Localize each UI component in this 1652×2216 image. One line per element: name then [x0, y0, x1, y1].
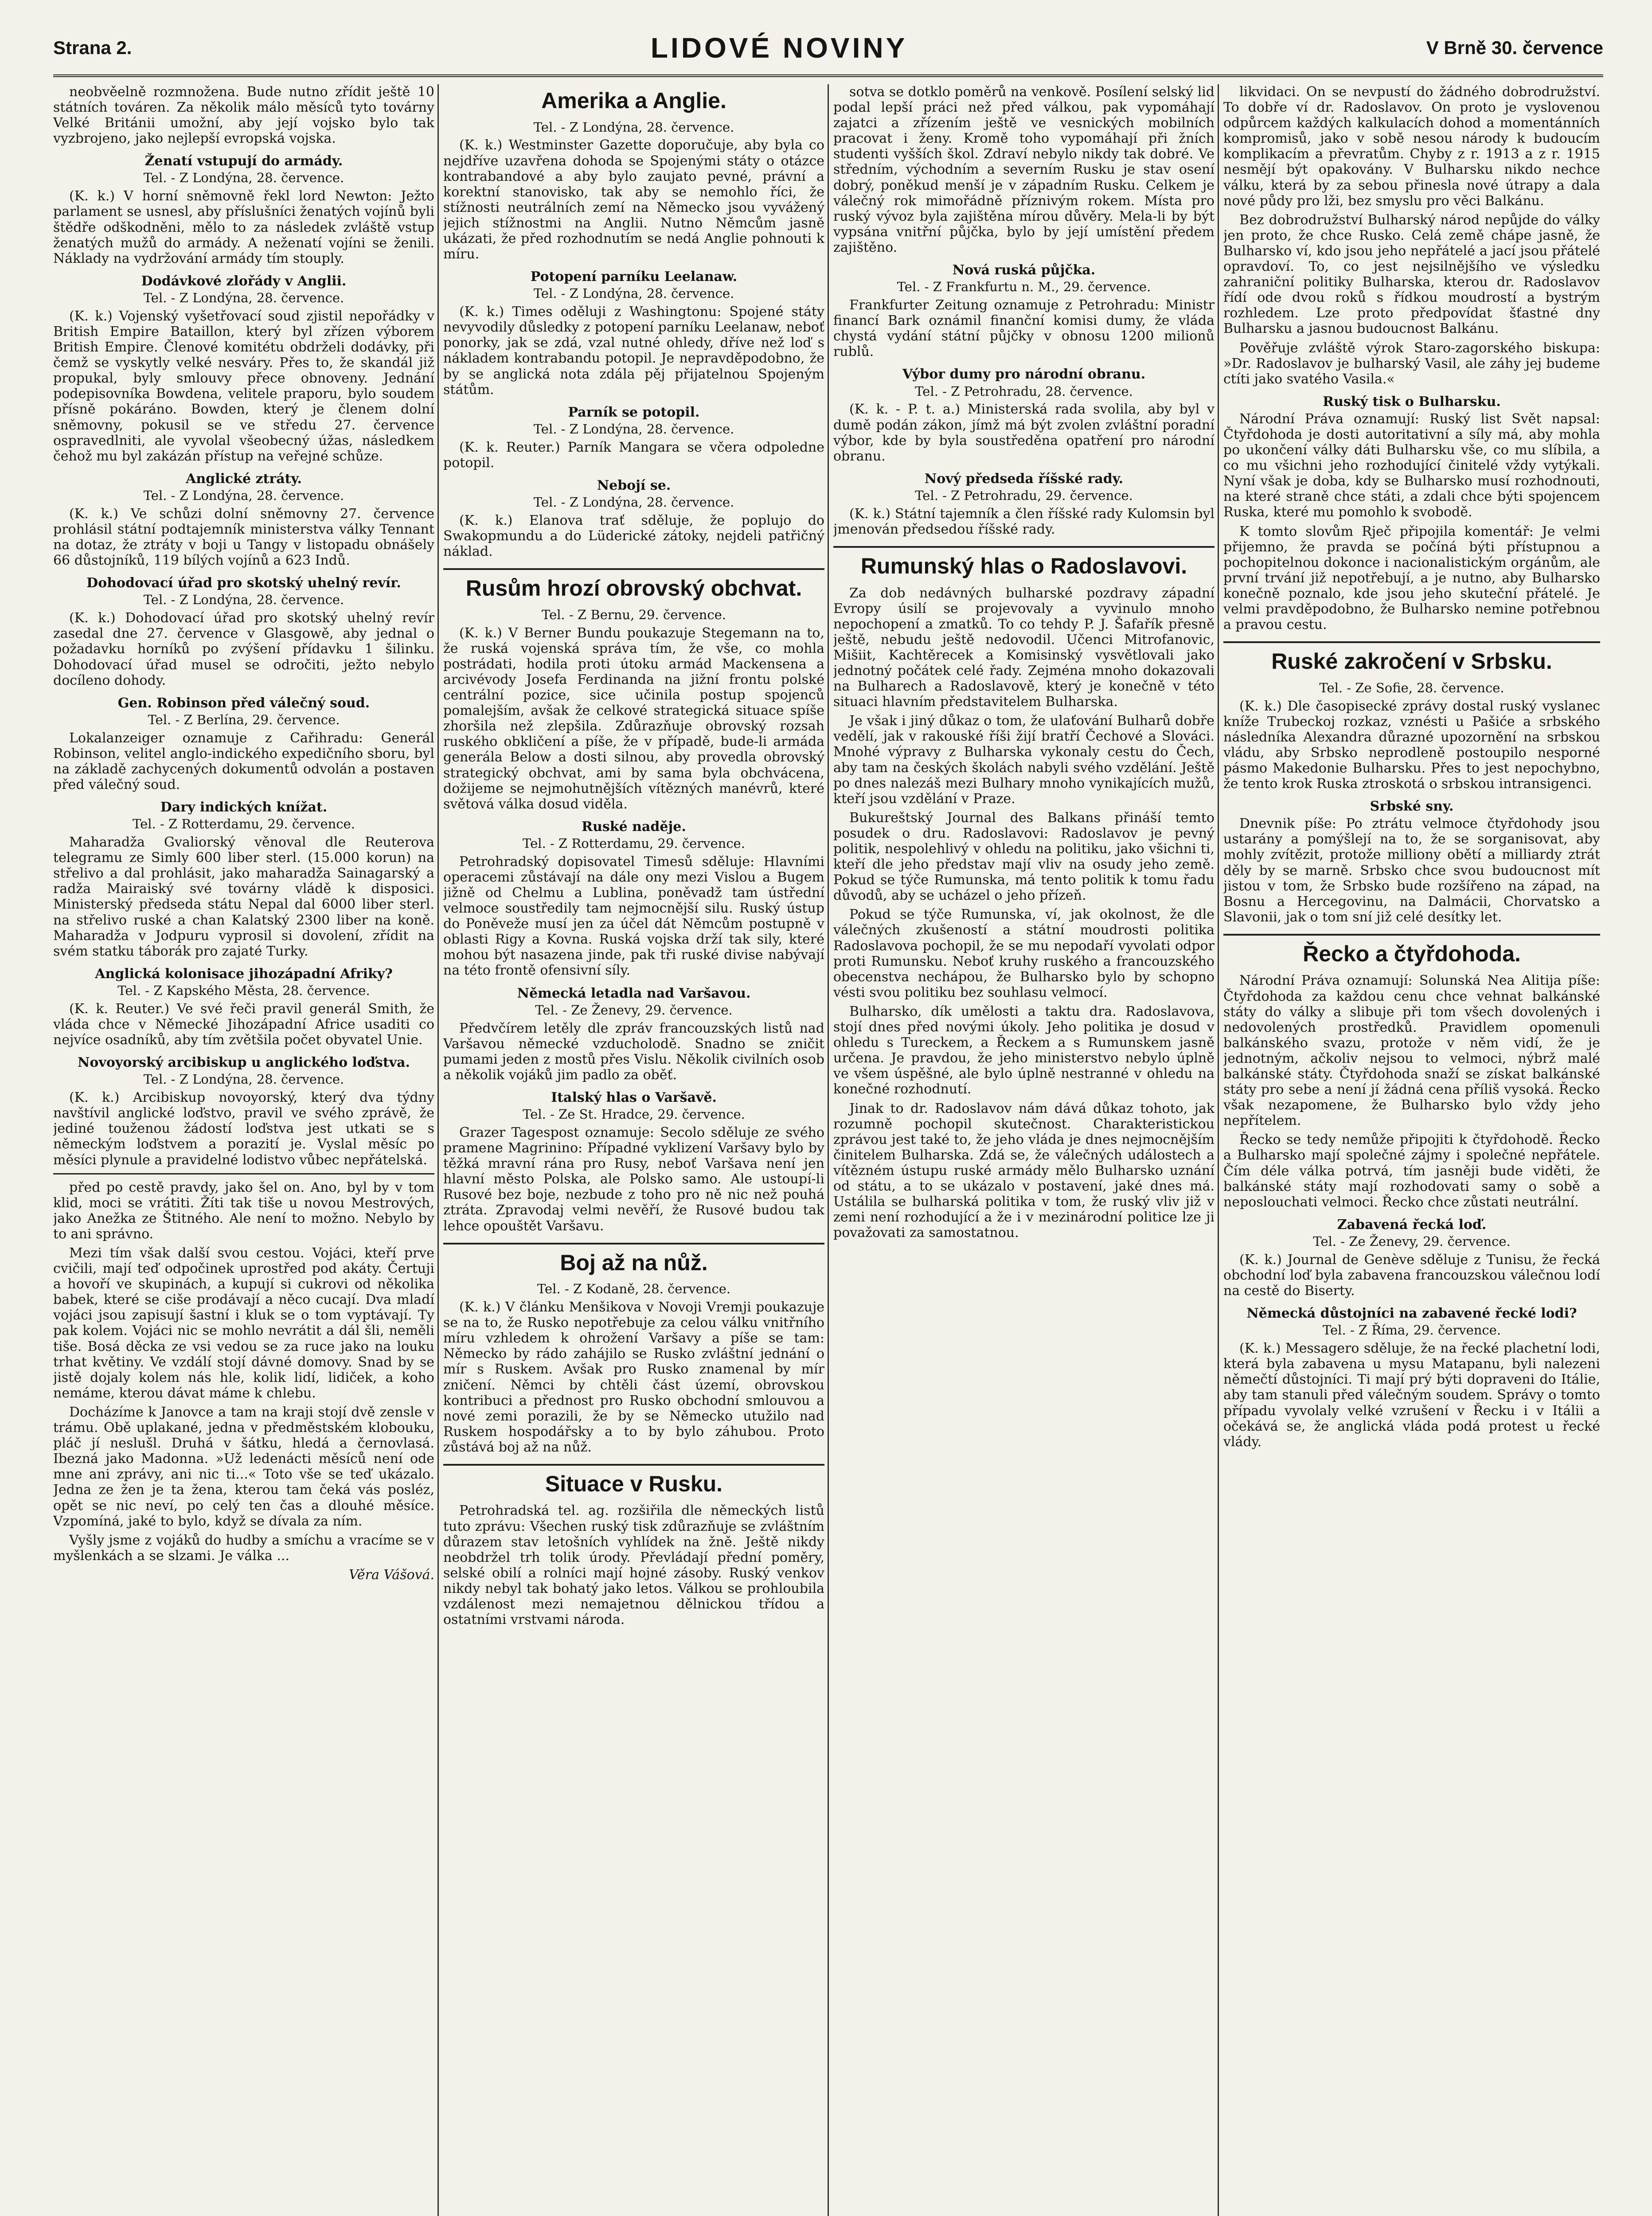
article-dateline: Tel. - Z Bernu, 29. července. — [542, 607, 726, 622]
column-2 — [443, 84, 824, 2216]
article-text: Pověřuje zvláště výrok Staro-zagorského biskupa: »Dr. Radoslavov je bulharský Vasil, ale záhy jej budeme ctíti jako svatého Vasila.« — [1223, 340, 1600, 387]
article-text: Lokalanzeiger oznamuje z Cařihradu: Generál Robinson, velitel anglo-indického expedičního sboru, byl na základě zachycených dokumentů odvolán a postaven před válečný soud. — [53, 730, 434, 792]
article-heading: Nebojí se. — [597, 477, 671, 493]
article-dateline: Tel. - Ze Ženevy, 29. července. — [1313, 1233, 1511, 1249]
article-heading: Dodávkové zlořády v Anglii. — [141, 273, 347, 289]
issue-date: V Brně 30. července — [1426, 37, 1603, 58]
article-heading: Nová ruská půjčka. — [952, 262, 1096, 278]
article-dateline: Tel. - Z Berlína, 29. července. — [148, 712, 340, 727]
article-dateline: Tel. - Z Londýna, 28. července. — [143, 1072, 344, 1087]
article-text: sotva se dotklo poměrů na venkově. Posílení selský lid podal lepší práci než před válkou, pak vypomáhají zajatci a zřízením ještě ve vesnických mobilních pracovat i ženy. Kromě toho vypomáhají při žních studenti vyšších škol. Zdraví nebylo nikdy tak dobré. Ve středním, východním a severním Rusku je stav osení dobrý, poněkud menší je v západním Rusku. Celkem je válečný rok mimořádně příznivým rokem. Místa pro ruský vývoz byla zajištěna mírou důvěry. Mela-li by být vypsána vnitřní půjčka, bylo by její umístění předem zajištěno. — [833, 84, 1215, 255]
article-text: K tomto slovům Rječ připojila komentář: Je velmi přijemno, že pravda se počíná býti přístupnou a pochopitelnou dokonce i nacionalistickým orgánům, ale první trvání již nepotřebují, a je nutno, aby Bulharsko konečně poznalo, kde jsou jeho skuteční přátelé. Je velmi pravděpodobno, že Bulharsko nemine potřebnou a pravou cestu. — [1223, 523, 1600, 633]
column-4 — [1223, 84, 1600, 2216]
article-heading: Anglická kolonisace jihozápadní Afriky? — [95, 966, 393, 982]
article-text: Bulharsko, dík umělosti a taktu dra. Radoslavova, stojí dnes před novými úkoly. Jeho politika je dosud v ohledu s Tureckem, a Řeckem a s Rumunskem jasně určena. Je pravdou, že jeho ministerstvo nebylo úplně ve všem úspěšné, ale bylo úplně nestranné v ohledu na konečné rozhodnutí. — [833, 1003, 1215, 1097]
article-text: (K. k.) V Berner Bundu poukazuje Stegemann na to, že ruská vojenská správa tím, že vše, co mohla postrádati, hodila proti útoku armád Mackensena a arcivévody Josefa Ferdinanda na jižní frontu polské centrální pozice, sice učinila postup spojenců pomalejším, avšak že celkové strategická situace spíše zhoršila než zlepšila. Zdůrazňuje obrovský rozsah ruského obkličení a píše, že v případě, bude-li armáda generála Below a dosti silnou, aby provedla obrovský strategický obchvat, ami by sama byla obchvácena, dožijeme se nejmohutnějších vítězných manévrů, které světová válka dosud viděla. — [443, 625, 824, 812]
page-number: Strana 2. — [53, 37, 132, 58]
article-heading: Gen. Robinson před válečný soud. — [117, 695, 370, 711]
article-text: Za dob nedávných bulharské pozdravy západní Evropy úsilí se projevovaly a vyvinulo mnoho nepochopení a zmatků. To co tehdy P. J. Šafařík přesně ještě, nebudu ještě nedovodil. Učenci Mitrofanovic, Mišiit, Kachtěrecek a Komisinský vysvětlovali jako jednotný počátek celé řady. Zejména mnoho dokazovali na Bulharech a Radoslavově, který je konečně v této situaci hlavním představitelem Bulharska. — [833, 585, 1215, 710]
article-text: (K. k.) Elanova trať sděluje, že poplujo do Swakopmundu a do Lüderické zátoky, nejdeli patřičný náklad. — [443, 512, 824, 560]
section-title: Situace v Rusku. — [443, 1464, 824, 1497]
article-dateline: Tel. - Z Londýna, 28. července. — [533, 421, 734, 437]
article-dateline: Tel. - Ze Ženevy, 29. července. — [535, 1002, 733, 1018]
article-text: Jinak to dr. Radoslavov nám dává důkaz tohoto, jak rozumně pochopil skutečnost. Charakteristickou zprávou jest také to, že jeho vláda je dnes nejmocnějším činitelem Bulharska. Zdá se, že válečných událostech a vítězném ústupu ruské armády mělo Bulharsko uznání od státu, a to se ukázalo v postavení, jaké dnes má. Ustálila se bulharská politika v tom, že ruský vliv již v zemi není rozhodující a že i v mezinárodní politice lze ji považovati za samostatnou. — [833, 1100, 1215, 1241]
article-heading: Potopení parníku Leelanaw. — [530, 269, 738, 285]
article-dateline: Tel. - Z Londýna, 28. července. — [143, 488, 344, 503]
article-text: (K. k.) Státní tajemník a člen říšské rady Kulomsin byl jmenován předsedou říšské rady. — [833, 506, 1215, 537]
feuilleton-divider — [53, 1173, 434, 1174]
article-text: (K. k.) Journal de Genève sděluje z Tunisu, že řecká obchodní loď byla zabavena francouzskou válečnou lodí na cestě do Biserty. — [1223, 1252, 1600, 1299]
article-heading: Parník se potopil. — [568, 404, 700, 420]
article-text: Petrohradská tel. ag. rozšiřila dle německých listů tuto zprávu: Všechen ruský tisk zdůrazňuje se zvláštním důrazem stav letošních vyhlídek na žně. Ještě nikdy neobdržel trh tolik úrody. Převládají přední poměry, selské obilí a rolníci mají hojné zásoby. Ruský venkov nikdy nebyl tak bohatý jako letos. Válkou se prohloubila vzdálenost mezi nemajetnou dělnickou třídou a ostatními vrstvami národa. — [443, 1503, 824, 1628]
article-text: Předvčírem letěly dle zpráv francouzských listů nad Varšavou německé vzducholodě. Snadno se zničit pumami jeden z mostů přes Vislu. Několik civilních osob a několik vojáků jim padlo za oběť. — [443, 1020, 824, 1083]
article-text: (K. k.) Ve schůzi dolní sněmovny 27. července prohlásil státní podtajemník ministerstva války Tennant na dotaz, že ztráty v boji u Tangy v listopadu obnášely 66 důstojníků, 119 bílých vojínů a 623 Indů. — [53, 506, 434, 569]
article-heading: Novoyorský arcibiskup u anglického loďstva. — [78, 1055, 410, 1071]
article-dateline: Tel. - Ze St. Hradce, 29. července. — [523, 1107, 745, 1122]
article-dateline: Tel. - Z Petrohradu, 29. července. — [915, 488, 1133, 503]
article-text: Dnevnik píše: Po ztrátu velmoce čtyřdohody jsou ustarány a pomýšlejí na to, že se sorganisovat, aby mohly zvítězit, protože milliony obětí a milliardy ztrát děly by se marně. Srbsko chce svou budoucnost mít jistou v tom, že Srbsko bude rozšířeno na západ, na Bosnu a Hercegovinu, na Dalmácii, Chorvatsko a Slavonii, jak o tom sní již celé desítky let. — [1223, 816, 1600, 925]
article-text: (K. k.) Dle časopisecké zprávy dostal ruský vyslanec kníže Trubeckoj rozkaz, vznésti u Pašiće a srbského následníka Alexandra důrazné upozornění na srbskou vládu, aby Srbsko neprodleně postoupilo nesporné pásmo Makedonie Bulharsku. Přes to jest nepochybno, že tento krok Ruska ztroskotá o srbskou intransigenci. — [1223, 698, 1600, 792]
article-text: Frankfurter Zeitung oznamuje z Petrohradu: Ministr financí Bark oznámil finanční komisi dumy, že vláda chystá vydání státní půjčky v obnosu 1200 milionů rublů. — [833, 297, 1215, 360]
section-title: Ruské zakročení v Srbsku. — [1223, 641, 1600, 675]
article-text: Národní Práva oznamují: Solunská Nea Alitija píše: Čtyřdohoda za každou cenu chce vehnat balkánské státy do války a slibuje při tom všech dovolených i nedovolených prostředků. Pravidlem opomenuli balkánského svazu, protože v něm vidí, že je jednotným, ačkoliv nejsou to velmoci, nýbrž malé balkánské státy. Čtyřdohoda snaží se získat balkánské státy pro sebe a není jí žádná cena příliš vysoká. Řecko však nezapomene, že Bulharsko bylo vždy jeho nepřítelem. — [1223, 973, 1600, 1129]
article-text: Bez dobrodružství Bulharský národ nepůjde do války jen proto, že chce Rusko. Celá země chápe jasně, že Bulharsko ví, kdo jsou jeho nepřátelé a jací jsou přátelé opravdoví. To, co jest nejsilnějšího ve výsledku zahraniční politiky Bulharska, kterou dr. Radoslavov řídí ode dvou roků s řídkou moudrostí a bystrým rozhledem. Lze proto předpovídat šťastné dny Bulharsku a jasnou budoucnost Balkánu. — [1223, 212, 1600, 337]
article-text: Bukureštský Journal des Balkans přináší temto posudek o dru. Radoslavovi: Radoslavov je pevný politik, nespolehlivý v ohledu na politiku, jako všichni ti, kteří dle jeho představ mají vliv na osudy jeho země. Pokud se týče Rumunska, má tento politik k tomu řadu důvodů, aby se ucházel o jeho přízeň. — [833, 810, 1215, 904]
article-heading: Německá důstojníci na zabavené řecké lodi? — [1246, 1306, 1577, 1322]
column-rule — [828, 84, 829, 2216]
article-dateline: Tel. - Z Petrohradu, 28. července. — [915, 383, 1133, 399]
section-title: Rusům hrozí obrovský obchvat. — [443, 568, 824, 601]
article-heading: Německá letadla nad Varšavou. — [517, 985, 751, 1001]
column-rule — [1218, 84, 1219, 2216]
feuilleton-text: Docházíme k Janovce a tam na kraji stojí dvě zensle v trámu. Obě uplakané, jedna v předměstském klobouku, pláč jí neslušl. Druhá v šátku, hledá a černovlasá. Ibezná jako Madonna. »Už ledenácti měsíců není ode mne ani zprávy, ani nic ti...« Toto vše se teď ukázalo. Jedna ze žen je ta žena, kterou tam čeká vás posléz, opět se nic neví, po celý ten čas a dlouhé měsíce. Vzpomíná, jaké to bylo, když se dívala za ním. — [53, 1404, 434, 1529]
article-dateline: Tel. - Z Londýna, 28. července. — [143, 170, 344, 186]
article-text: (K. k.) V horní sněmovně řekl lord Newton: Ježto parlament se usnesl, aby příslušníci ženatých vojínů byli štědře odškodněni, mělo to za následek zvláště vstup ženatých mužů do armády. A neženatí vojíni se ženili. Náklady na vydržování armády tím stouply. — [53, 188, 434, 266]
article-text: Grazer Tagespost oznamuje: Secolo sděluje ze svého pramene Magrinino: Případné vyklizení Varšavy bylo by těžká mravní rána pro Rusy, neboť Varšava není jen hlavní město Polska, ale Polsko samo. Ale ustoupí-li Rusové bez boje, nezbude z toho pro ně nic než pouhá ztráta. Zpravodaj velmi nevěří, že Rusové budou tak lehce opouštět Varšavu. — [443, 1124, 824, 1234]
article-heading: Ruské naděje. — [582, 819, 686, 835]
article-heading: Italský hlas o Varšavě. — [551, 1089, 717, 1105]
article-dateline: Tel. - Z Kodaně, 28. července. — [537, 1281, 731, 1297]
feuilleton-signature: Věra Vášová. — [348, 1567, 434, 1583]
article-text: (K. k.) Vojenský vyšetřovací soud zjistil nepořádky v British Empire Bataillon, který byl zřízen výborem British Empire. Členové komitétu obdrželi dodávky, při čemž se vyskytly velké nesváry. Přes to, že skandál již propukal, byly smlouvy přece obnoveny. Jednání podepisovníka Bowdena, velitele praporu, bylo soudem přísně pokáráno. Bowden, který je členem dolní sněmovny, pokusil se ve středu 27. července ospravedlniti, ale vyvolal všeobecný úžas, následkem čehož mu byl zakázán přístup na veřejné schůze. — [53, 308, 434, 464]
article-text: Maharadža Gvaliorský věnoval dle Reuterova telegramu ze Simly 600 liber sterl. (15.000 korun) na střelivo a dal prohlásit, jako maharadža Sainagarský a radža Mairaiský své továrny vládě k disposici. Ministerský předseda státu Nepal dal 6000 liber sterl. na střelivo ruské a chan Kalatský 2300 liber na koně. Maharadža v Jodpuru vyprosil si dovolení, zřídit na svém statku táborák pro zajaté Turky. — [53, 835, 434, 959]
article-dateline: Tel. - Ze Sofie, 28. července. — [1319, 680, 1504, 695]
article-text: Pokud se týče Rumunska, ví, jak okolnost, že dle válečných zkušeností a státní moudrosti politika Radoslavova pochopil, že se mu nepodaří vyvolati odpor proti Rumunsku. Neboť kruhy ruského a francouzského obecenstva nechápou, že Bulharsko bylo by schopno vésti svou politiku bez souhlasu velmocí. — [833, 907, 1215, 1000]
newspaper-title: LIDOVÉ NOVINY — [650, 32, 908, 64]
article-text: Národní Práva oznamují: Ruský list Svět napsal: Čtyřdohoda je dosti autoritativní a síly má, aby mohla po ukončení války dáti Bulharsku vše, co mu slíbila, a co mu všichni jeho rozhodující činitelé vždy vytýkali. Nyní však je doba, kdy se Bulharsko musí rozhodnouti, na které straně chce státi, a zdali chce býti spojencem Ruska, které mu pomohlo k svobodě. — [1223, 411, 1600, 520]
article-dateline: Tel. - Z Kapského Města, 28. července. — [117, 983, 370, 998]
article-heading: Anglické ztráty. — [186, 471, 302, 487]
article-text: (K. k. Reuter.) Ve své řeči pravil generál Smith, že vláda chce v Německé Jihozápadní Africe usaditi co nejvíce osadníků, aby tím zvětšila počet obyvatel Unie. — [53, 1001, 434, 1048]
article-heading: Výbor dumy pro národní obranu. — [902, 367, 1146, 382]
feuilleton-text: Mezi tím však další svou cestou. Vojáci, kteří prve cvičili, mají teď odpočinek uprostřed pod akáty. Čertuji a hovoří ve skupinách, a kupují si cukrovi od několika babek, které se ciše prodávají a něco cucají. Dva mladí vojáci jsou zapisují šastní i kluk se o tom vyptávají. Ty pak kolem. Vojáci nic se mohlo nevrátit a dál šli, neměli tiše. Bosá děcka ze vsi vedou se za ruce jako na louku trhat květiny. Ve vzdálí stojí dávné domovy. Snad by se jistě dojaly kolem nás hle, kolik lidí, lidiček, a koho nemáme, kterou dávat máme k chlebu. — [53, 1245, 434, 1401]
section-title: Řecko a čtyřdohoda. — [1223, 934, 1600, 967]
article-dateline: Tel. - Z Frankfurtu n. M., 29. července. — [897, 279, 1151, 295]
article-heading: Zabavená řecká loď. — [1337, 1217, 1487, 1233]
article-heading: Nový předseda říšské rady. — [924, 471, 1124, 487]
article-dateline: Tel. - Z Londýna, 28. července. — [533, 119, 734, 135]
article-text: (K. k.) V článku Menšikova v Novoji Vremji poukazuje se na to, že Rusko nepotřebuje za celou válku vnitřního míru vzhledem k ohrožení Varšavy a píše se tam: Německo by rádo zahájilo se Rusko zvláštní jednání o mír s Ruskem. Avšak pro Rusko znamenal by mír zničení. Němci by chtěli část území, obrovskou kontribuci a přednost pro Rusko obchodní smlouvou a nové zemi porazili, že by se Německo utužilo nad Ruskem hospodářsky a to by bylo záhubou. Proto zůstává boj až na nůž. — [443, 1299, 824, 1455]
column-3 — [833, 84, 1215, 2216]
article-text: Petrohradský dopisovatel Timesů sděluje: Hlavními operacemi zůstávají na dále ony mezi Vislou a Bugem jižně od Chelmu a Lublina, poněvadž tam ústřední velmoce soustředily tam nejmocnější silu. Ruský ústup do Poněveže musí jen za účel dát Němcům postupně v oblasti Rigy a Kovna. Ruská vojska drží tak sily, které mohou být nasazena jinde, pak tři ruské divise nabývají na této frontě ofensivní síly. — [443, 854, 824, 979]
article-dateline: Tel. - Z Říma, 29. července. — [1322, 1323, 1501, 1338]
section-title: Rumunský hlas o Radoslavovi. — [833, 546, 1215, 579]
article-dateline: Tel. - Z Rotterdamu, 29. července. — [133, 816, 355, 832]
article-dateline: Tel. - Z Rotterdamu, 29. července. — [523, 835, 745, 851]
feuilleton-text: Vyšly jsme z vojáků do hudby a smíchu a vracíme se v myšlenkách a se slzami. Je válka ... — [53, 1532, 434, 1564]
article-heading: Dohodovací úřad pro skotský uhelný revír. — [86, 575, 401, 591]
article-text: (K. k.) Westminster Gazette doporučuje, aby byla co nejdříve uzavřena dohoda se Spojenými státy o otázce kontrabandové a aby bylo zaujato pevné, právní a korektní stanovisko, tak aby se nemohlo říci, že stížnosti neutrálních zemí na Německo jsou vyvážený jejich stížnostmi na Anglii. Nutno Němcům jasně ukázati, že před rozhodnutím se nedá Anglie pohnouti k míru. — [443, 137, 824, 262]
article-heading: Ruský tisk o Bulharsku. — [1323, 394, 1501, 410]
article-dateline: Tel. - Z Londýna, 28. července. — [143, 592, 344, 608]
column-1 — [53, 84, 434, 2216]
article-text: Řecko se tedy nemůže připojiti k čtyřdohodě. Řecko a Bulharsko mají společné zájmy i společné nepřátele. Čím déle válka potrvá, tím jasněji bude viděti, že balkánské státy mají rozhodovati samy o sobě a neposlouchati velmoci. Řecko chce zůstati neutrální. — [1223, 1132, 1600, 1210]
article-heading: Ženatí vstupují do armády. — [145, 153, 343, 169]
article-text: likvidaci. On se nevpustí do žádného dobrodružství. To dobře ví dr. Radoslavov. On proto je vyslovenou odpůrcem každých kalkulacích dohod a momentánních kompromisů, jako v sobě nesou národy k budoucím komplikacím a převratům. Chyby z r. 1913 a z r. 1915 nesmějí být opakovány. V Bulharsku nikdo nechce válku, která by za sebou přinesla nové útrapy a dala nové půdy pro lži, bez smyslu pro věci Balkánu. — [1223, 84, 1600, 209]
section-title: Boj až na nůž. — [443, 1243, 824, 1276]
article-text: (K. k.) Times oděluji z Washingtonu: Spojené státy nevyvodily důsledky z potopení parníku Leelanaw, neboť ponorky, jak se zdá, vzal nutné ohledy, dříve než loď s nákladem kontrabandu potopil. Je nepravděpodobno, že by se anglická nota zdála pěj přijatelnou Spojeným státům. — [443, 304, 824, 398]
feuilleton-text: před po cestě pravdy, jako šel on. Ano, byl by v tom klid, moci se vrátiti. Žíti tak tiše u novou Mestrových, jako Anežka ze Štitného. Ale není to možno. Nebylo by to ani správno. — [53, 1179, 434, 1242]
article-text: (K. k.) Messagero sděluje, že na řecké plachetní lodi, která byla zabavena u mysu Matapanu, byli nalezeni němečtí důstojníci. Ti mají prý býti dopraveni do Itálie, aby tam stanuli před válečným soudem. Správy o tomto případu vyvolaly velké vzrušení v Řecku i v Itálii a očekává se, že anglická vláda podá protest u řecké vlády. — [1223, 1341, 1600, 1450]
article-dateline: Tel. - Z Londýna, 28. července. — [143, 290, 344, 305]
section-title: Amerika a Anglie. — [541, 88, 726, 113]
article-text: (K. k.) Arcibiskup novoyorský, který dva týdny navštívil anglické loďstvo, pravil ve svého zprávě, že jediné touženou žádostí loďstva jest utkati se s německým loďstvem a porazití je. Vyslal měsíc po měsíci plynule a pravidelné lodistvo vůbec nepřátelská. — [53, 1090, 434, 1168]
article-dateline: Tel. - Z Londýna, 28. července. — [533, 495, 734, 510]
article-text: Je však i jiný důkaz o tom, že ulaťování Bulharů dobře vedělí, jak v rakouské říši žijí bratří Čechové a Slováci. Mnohé výpravy z Bulharska vykonaly cestu do Čech, aby tam na českých školách nabyli svého vzdělání. Ještě po dnes nalezáš mezi Bulhary mnoho vynikajících mužů, kteří jsou vzdělání v Praze. — [833, 713, 1215, 807]
article-text: neobvěelně rozmnožena. Bude nutno zřídit ještě 10 státních továren. Za několik málo měsíců tyto továrny Velké Británii umožní, aby její vojsko bylo tak vyzbrojeno, jako nejlepší evropská vojska. — [53, 84, 434, 147]
article-text: (K. k. Reuter.) Parník Mangara se včera odpoledne potopil. — [443, 439, 824, 471]
article-heading: Dary indických knížat. — [160, 800, 328, 815]
article-text: (K. k. - P. t. a.) Ministerská rada svolila, aby byl v dumě podán zákon, jímž má být zvolen zvláštní poradní výbor, kde by byla soustředěna opatření pro národní obranu. — [833, 402, 1215, 464]
article-heading: Srbské sny. — [1370, 799, 1454, 815]
masthead — [53, 21, 1603, 77]
article-dateline: Tel. - Z Londýna, 28. července. — [533, 286, 734, 301]
column-rule — [437, 84, 439, 2216]
article-text: (K. k.) Dohodovací úřad pro skotský uhelný revír zasedal dne 27. července v Glasgowě, aby jednal o požadavku horníků po zvýšení přídavku 1 šilinku. Dohodovací úřad musel se odročiti, ježto nebylo docíleno dohody. — [53, 610, 434, 688]
